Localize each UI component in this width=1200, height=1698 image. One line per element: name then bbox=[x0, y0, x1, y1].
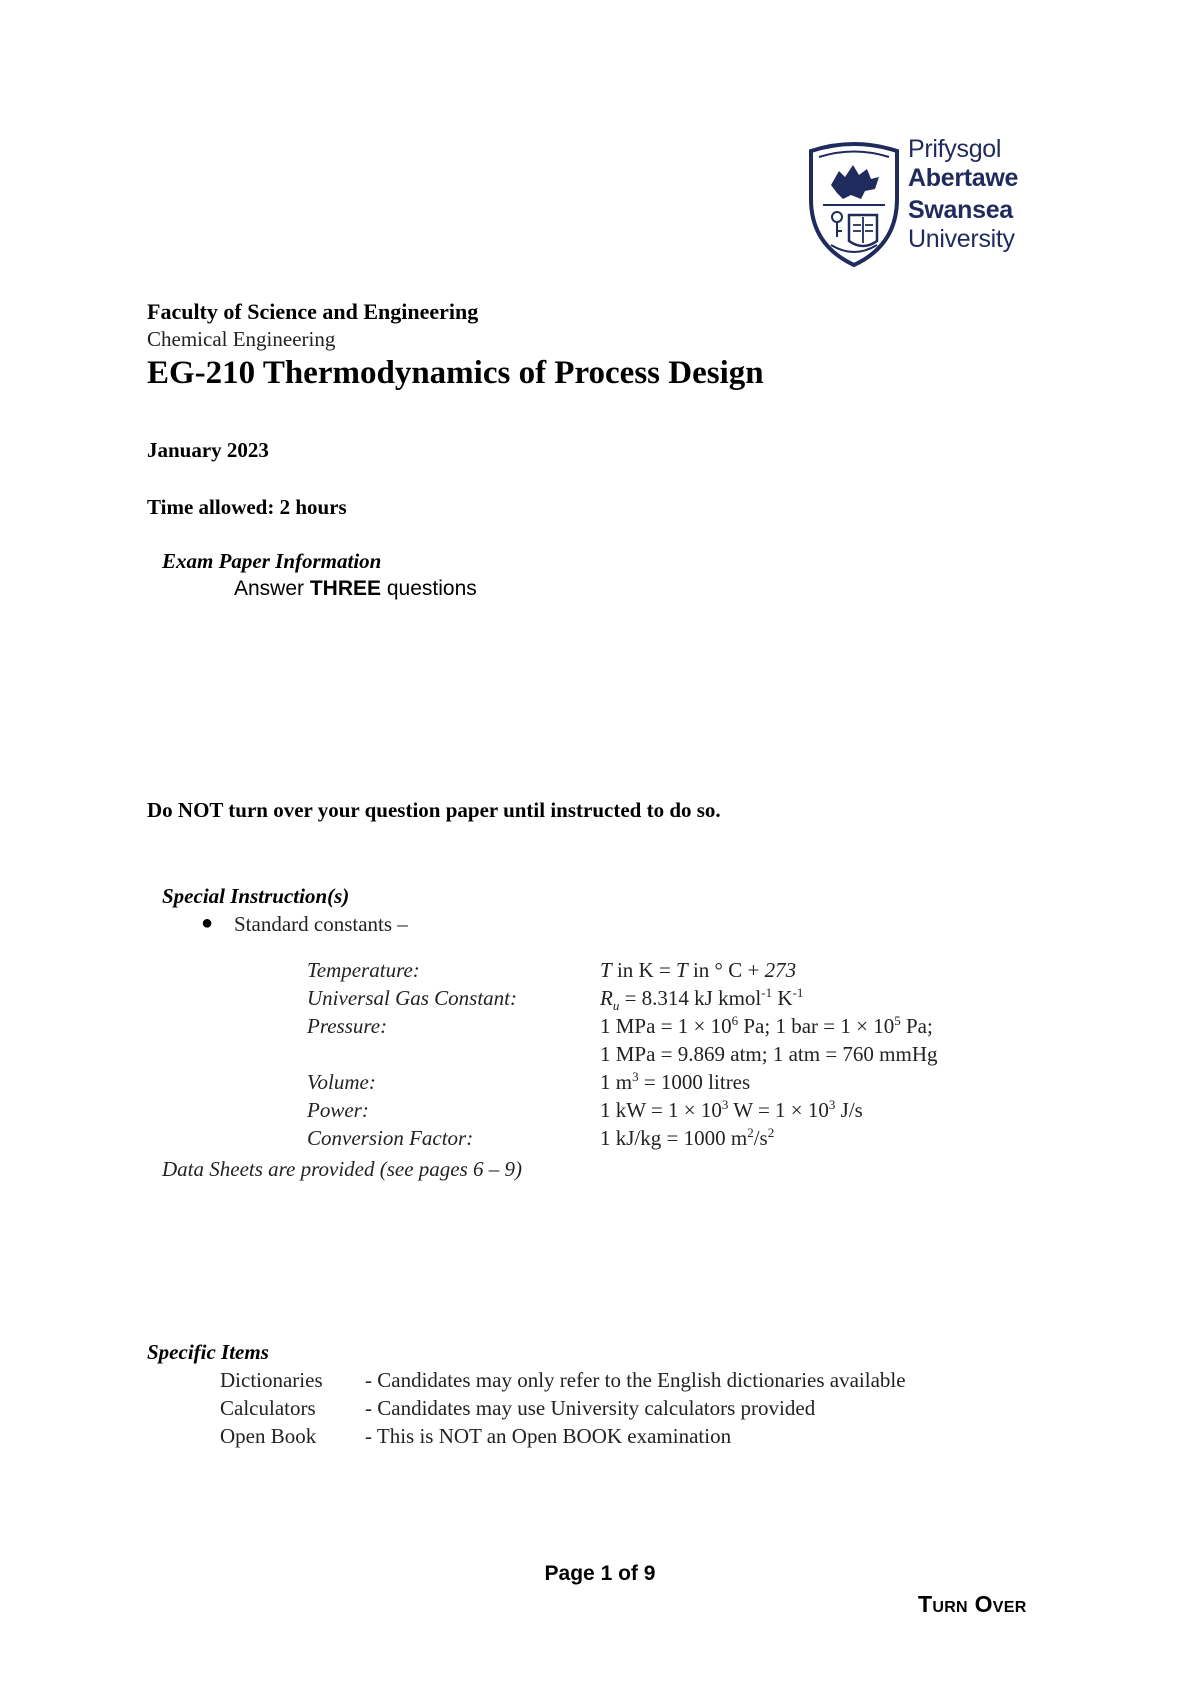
gas-constant-value: $R_u = 8.314$ kJ kmol$^{-1}$ $K^{-1}$ bbox=[600, 985, 804, 1014]
do-not-turn-notice: Do NOT turn over your question paper until instructed to do so. bbox=[147, 798, 721, 822]
conversion-value: 1 kJ/kg = 1000 $m^2/s^2$ bbox=[600, 1125, 775, 1150]
item-desc-open-book: - This is NOT an Open BOOK examination bbox=[365, 1424, 732, 1448]
item-desc-calculators: - Candidates may use University calculators provided bbox=[365, 1396, 816, 1420]
special-instructions-heading: Special Instruction(s) bbox=[162, 884, 350, 908]
exam-info-heading: Exam Paper Information bbox=[162, 549, 382, 573]
module-title: EG-210 Thermodynamics of Process Design bbox=[147, 355, 764, 391]
answer-count: THREE bbox=[309, 577, 382, 600]
pressure-value-2: 1 MPa = 9.869 atm; 1 atm = 760 mmHg bbox=[600, 1042, 938, 1066]
gas-constant-label: Universal Gas Constant: bbox=[307, 986, 517, 1010]
specific-items-heading: Specific Items bbox=[147, 1340, 269, 1364]
pressure-label: Pressure: bbox=[307, 1014, 388, 1038]
time-allowed: Time allowed: 2 hours bbox=[147, 495, 347, 519]
power-label: Power: bbox=[307, 1098, 369, 1122]
volume-label: Volume: bbox=[307, 1070, 376, 1094]
logo-line-3: Swansea bbox=[908, 196, 1013, 224]
conversion-label: Conversion Factor: bbox=[307, 1126, 474, 1150]
item-name-open-book: Open Book bbox=[220, 1424, 317, 1448]
item-name-dictionaries: Dictionaries bbox=[220, 1368, 323, 1392]
answer-suffix: questions bbox=[381, 577, 477, 600]
answer-prefix: Answer bbox=[234, 577, 310, 600]
pressure-value-1: 1 MPa = $1 \times 10^6$ Pa; 1 bar = $1 \times 10^5$ Pa; bbox=[600, 1013, 933, 1038]
temperature-label: Temperature: bbox=[307, 958, 420, 982]
temperature-value: T in K = T in ° C + 273 bbox=[600, 958, 797, 982]
volume-value: 1 $m^3 = 1000$ litres bbox=[600, 1069, 751, 1094]
faculty-name: Faculty of Science and Engineering bbox=[147, 299, 479, 324]
page-number: Page 1 of 9 bbox=[544, 1562, 656, 1585]
logo-line-4: University bbox=[908, 225, 1015, 253]
item-desc-dictionaries: - Candidates may only refer to the English dictionaries available bbox=[365, 1368, 906, 1392]
university-crest-icon bbox=[805, 141, 903, 269]
department-name: Chemical Engineering bbox=[147, 327, 336, 351]
item-name-calculators: Calculators bbox=[220, 1396, 316, 1420]
university-logo bbox=[805, 135, 1035, 270]
data-sheets-note: Data Sheets are provided (see pages 6 – 9) bbox=[162, 1157, 523, 1181]
bullet-icon: ● bbox=[201, 912, 214, 934]
exam-date: January 2023 bbox=[147, 438, 269, 462]
logo-line-1: Prifysgol bbox=[908, 135, 1002, 163]
turn-over-notice: Turn Over bbox=[918, 1591, 1027, 1617]
logo-line-2: Abertawe bbox=[908, 164, 1019, 192]
power-value: 1 kW = $1 \times 10^3$ $W = 1 \times 10^3$ J/s bbox=[600, 1097, 863, 1122]
standard-constants-label: Standard constants – bbox=[234, 912, 408, 936]
logo-wordmark bbox=[908, 135, 1018, 254]
answer-instruction bbox=[234, 577, 477, 601]
